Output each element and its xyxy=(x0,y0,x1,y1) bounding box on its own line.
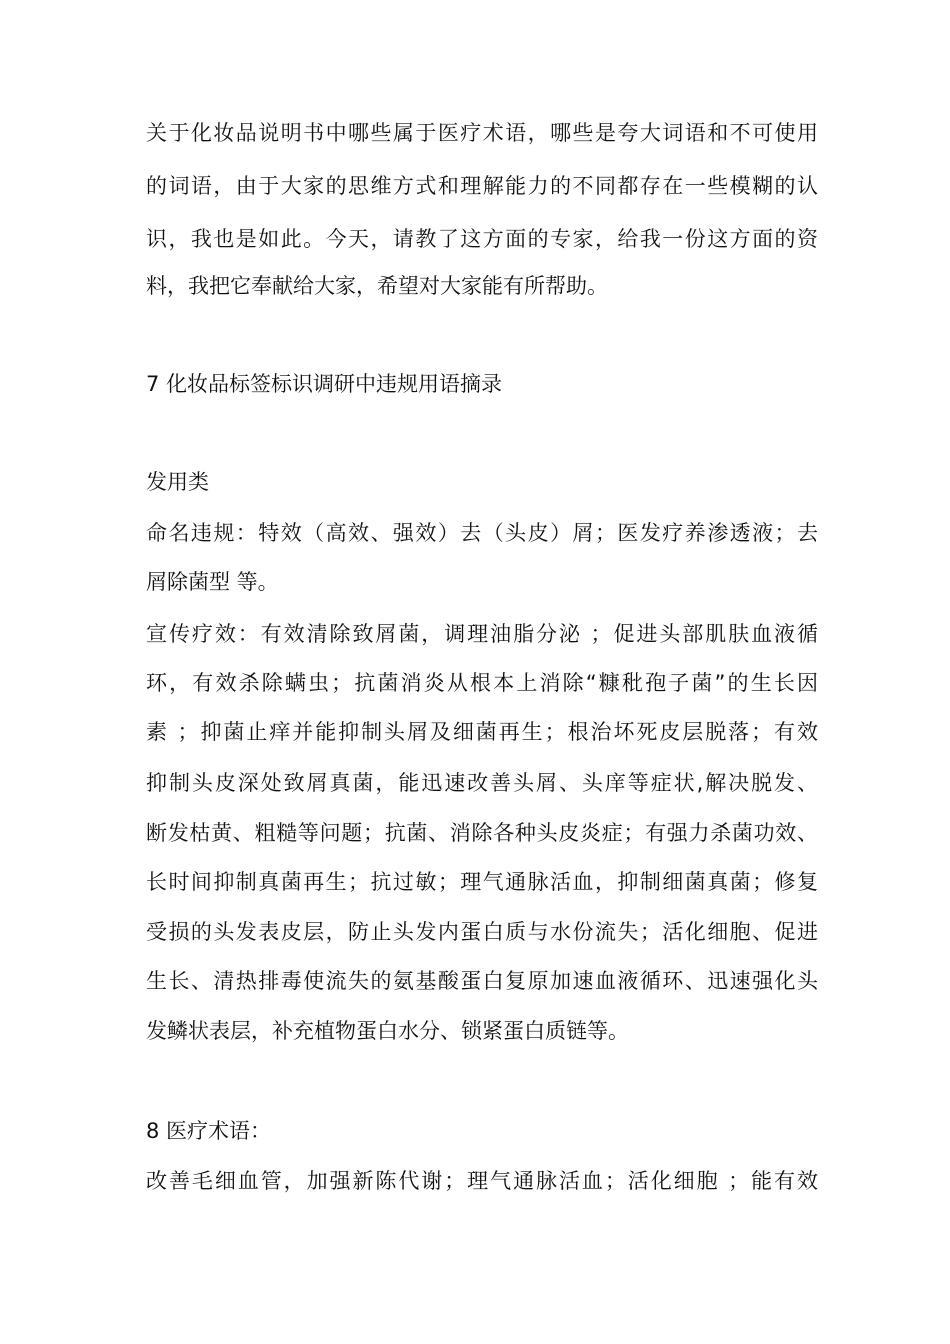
section-8-heading: 8 医疗术语： xyxy=(146,1119,272,1143)
intro-line: 的词语，由于大家的思维方式和理解能力的不同都存在一些模糊的认 xyxy=(146,174,818,198)
section-7-heading: 7 化妆品标签标识调研中违规用语摘录 xyxy=(146,372,503,396)
efficacy-line: 受损的头发表皮层，防止头发内蛋白质与水份流失；活化细胞、促进 xyxy=(146,920,818,944)
efficacy-line: 环，有效杀除螨虫；抗菌消炎从根本上消除“糠秕孢子菌”的生长因 xyxy=(146,671,818,695)
efficacy-line: 素 ；抑菌止痒并能抑制头屑及细菌再生；根治坏死皮层脱落；有效 xyxy=(146,720,818,744)
intro-line: 关于化妆品说明书中哪些属于医疗术语，哪些是夸大词语和不可使用 xyxy=(146,121,818,145)
naming-line: 命名违规：特效（高效、强效）去（头皮）屑；医发疗养渗透液；去 xyxy=(146,521,818,545)
intro-line: 料，我把它奉献给大家，希望对大家能有所帮助。 xyxy=(146,274,608,298)
efficacy-line: 抑制头皮深处致屑真菌，能迅速改善头屑、头庠等症状,解决脱发、 xyxy=(146,771,818,795)
efficacy-line: 断发枯黄、粗糙等问题；抗菌、消除各种头皮炎症；有强力杀菌功效、 xyxy=(146,821,818,845)
efficacy-line: 发鳞状表层，补充植物蛋白水分、锁紧蛋白质链等。 xyxy=(146,1019,629,1043)
medical-terms-line: 改善毛细血管，加强新陈代谢；理气通脉活血；活化细胞 ；能有效 xyxy=(146,1169,818,1193)
efficacy-line: 长时间抑制真菌再生；抗过敏；理气通脉活血，抑制细菌真菌；修复 xyxy=(146,870,818,894)
intro-line: 识，我也是如此。今天，请教了这方面的专家，给我一份这方面的资 xyxy=(146,227,818,251)
efficacy-line: 生长、清热排毒使流失的氨基酸蛋白复原加速血液循环、迅速强化头 xyxy=(146,969,818,993)
naming-line: 屑除菌型 等。 xyxy=(146,570,279,594)
efficacy-line: 宣传疗效：有效清除致屑菌，调理油脂分泌 ；促进头部肌肤血液循 xyxy=(146,622,818,646)
category-label: 发用类 xyxy=(146,470,209,494)
